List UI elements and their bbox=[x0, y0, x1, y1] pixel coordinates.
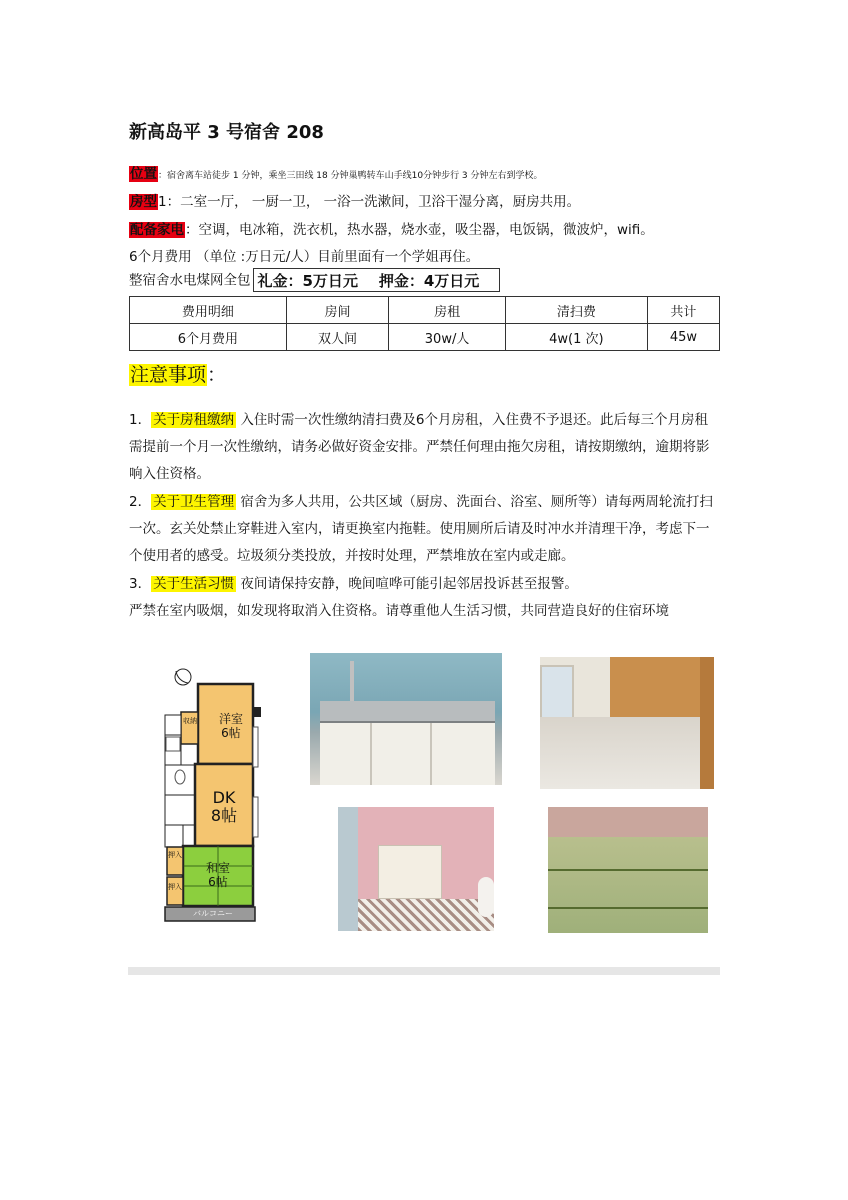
notice-item-text: 入住时需一次性缴纳清扫费及6个月房租，入住费不予退还。此后每三个月房租需提前一个月一次性缴纳，请务必做好资金安排。严禁任何理由拖欠房租，请按期缴纳，逾期将影响入住资格。 bbox=[129, 412, 710, 482]
notice-heading-text: 注意事项 bbox=[130, 364, 207, 386]
notice-item-number: 3． bbox=[129, 576, 152, 592]
notice-item-label: 关于卫生管理 bbox=[153, 494, 235, 510]
room-type-line bbox=[129, 190, 580, 210]
floorplan-image bbox=[128, 637, 278, 967]
floorplan-balcony: バルコニー bbox=[193, 909, 233, 918]
table-cell: 双人间 bbox=[286, 324, 388, 351]
table-header-cell: 费用明细 bbox=[130, 297, 287, 324]
notice-extra: 严禁在室内吸烟，如发现将取消入住资格。请尊重他人生活习惯，共同营造良好的住宿环境 bbox=[129, 603, 669, 619]
page-title: 新高岛平 3 号宿舍 208 bbox=[129, 122, 324, 143]
notice-item-rent bbox=[129, 407, 721, 488]
photo-collage-bottom-bar bbox=[128, 967, 720, 975]
notice-item-number: 2． bbox=[129, 494, 152, 510]
notice-item-number: 1． bbox=[129, 412, 152, 428]
floorplan-closet: 収納 bbox=[183, 717, 197, 725]
fees-summary-line bbox=[129, 268, 500, 292]
notice-item-label: 关于房租缴纳 bbox=[153, 412, 235, 428]
table-cell: 45w bbox=[647, 324, 719, 351]
appliances-label: 配备家电 bbox=[130, 222, 184, 238]
table-cell: 30w/人 bbox=[389, 324, 506, 351]
location-label: 位置 bbox=[130, 166, 157, 182]
notice-heading-colon: ： bbox=[207, 364, 227, 386]
western-room-photo bbox=[540, 657, 714, 789]
bath-photo bbox=[338, 807, 494, 931]
floorplan-dk: DK 8帖 bbox=[210, 788, 238, 825]
photo-collage bbox=[128, 637, 720, 977]
notice-item-habits bbox=[129, 571, 721, 598]
all-inclusive-text: 整宿舍水电煤网全包 bbox=[129, 272, 251, 289]
table-cell: 6个月费用 bbox=[130, 324, 287, 351]
notice-item-hygiene bbox=[129, 489, 721, 570]
floorplan-push-in-2: 押入 bbox=[168, 883, 182, 891]
key-money: 礼金：5万日元 bbox=[257, 272, 358, 290]
kitchen-photo bbox=[310, 653, 502, 785]
room-type-text: 1：二室一厅， 一厨一卫， 一浴一洗漱间，卫浴干湿分离，厨房共用。 bbox=[158, 194, 581, 210]
floorplan-western-room: 洋室 6帖 bbox=[218, 712, 243, 740]
appliances-line bbox=[129, 218, 654, 238]
notice-item-text: 宿舍为多人共用，公共区域（厨房、洗面台、浴室、厕所等）请每两周轮流打扫一次。玄关处禁止穿鞋进入室内，请更换室内拖鞋。使用厕所后请及时冲水并清理干净，考虑下一个使用者的感受。垃圾须分类投放，并按时处理，严禁堆放在室内或走廊。 bbox=[129, 494, 713, 564]
table-header-cell: 房间 bbox=[286, 297, 388, 324]
table-header-cell: 清扫费 bbox=[505, 297, 647, 324]
table-cell: 4w(1 次) bbox=[505, 324, 647, 351]
floorplan-japanese-room: 和室 6帖 bbox=[205, 861, 230, 889]
table-header-cell: 房租 bbox=[389, 297, 506, 324]
japanese-room-photo bbox=[548, 807, 708, 933]
table-header-cell: 共计 bbox=[647, 297, 719, 324]
appliances-text: ：空调，电冰箱，洗衣机，热水器，烧水壶，吸尘器，电饭锅，微波炉，wifi。 bbox=[185, 222, 654, 238]
floorplan-push-in-1: 押入 bbox=[168, 851, 182, 859]
notice-item-text: 夜间请保持安静，晚间喧哗可能引起邻居投诉甚至报警。 bbox=[236, 576, 578, 592]
location-text: ：宿舍离车站徒步 1 分钟，乘坐三田线 18 分钟巢鸭转车山手线10分钟步行 3 分钟左右到学校。 bbox=[158, 171, 543, 181]
notice-heading bbox=[129, 354, 226, 396]
table-header-row bbox=[130, 297, 720, 324]
location-line bbox=[129, 162, 543, 182]
six-month-note: 6个月费用 （单位 :万日元/人）目前里面有一个学姐再住。 bbox=[129, 249, 480, 265]
fee-table bbox=[129, 296, 720, 351]
table-row bbox=[130, 324, 720, 351]
room-type-label: 房型 bbox=[130, 194, 157, 210]
key-deposit-box bbox=[253, 268, 500, 292]
deposit: 押金：4万日元 bbox=[378, 272, 480, 290]
notice-item-label: 关于生活习惯 bbox=[153, 576, 235, 592]
